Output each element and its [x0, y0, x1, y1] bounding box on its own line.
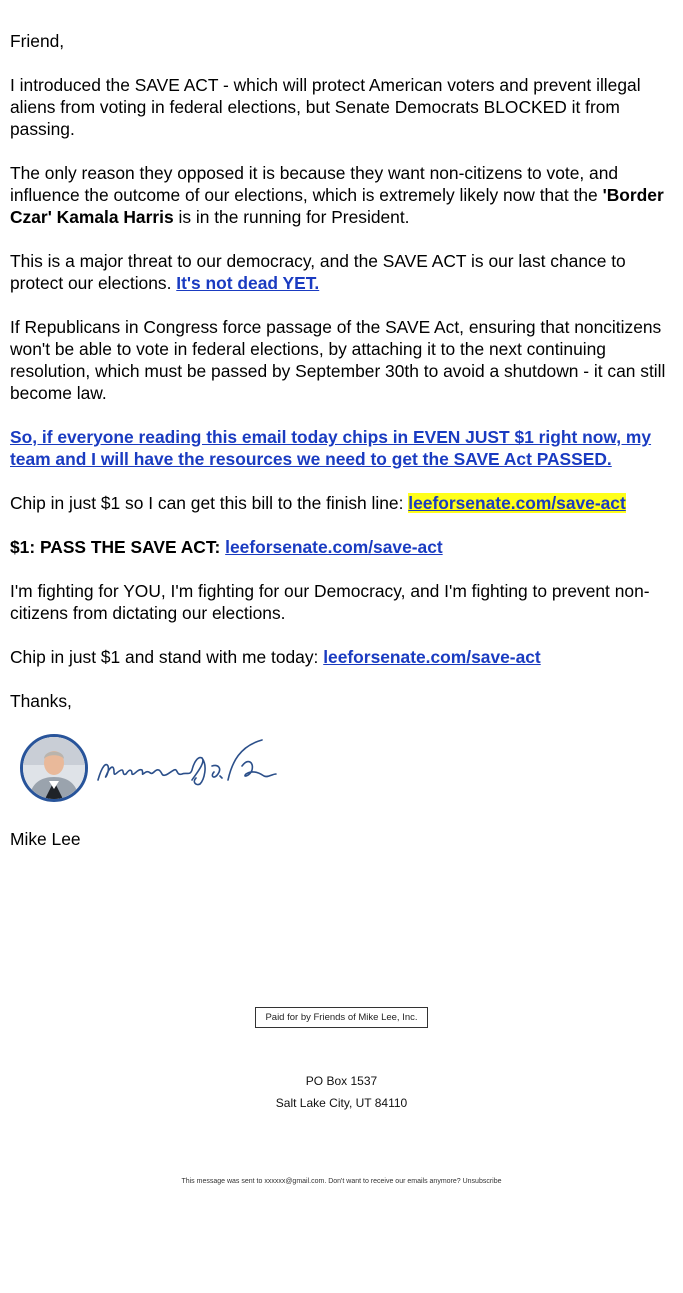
paragraph-stand-with-me [10, 646, 676, 668]
paragraph-opposition [10, 162, 676, 228]
not-dead-yet-link[interactable]: It's not dead YET. [176, 273, 320, 293]
paragraph-appeal [10, 426, 676, 470]
greeting: Friend, [10, 31, 65, 51]
paragraph-pass-act [10, 536, 676, 558]
signature-block [10, 734, 676, 804]
email-body [10, 30, 676, 872]
paid-for-disclaimer: Paid for by Friends of Mike Lee, Inc. [255, 1007, 428, 1028]
stand-with-me-text: Chip in just $1 and stand with me today: [10, 647, 324, 667]
closing: Thanks, [10, 691, 72, 711]
paragraph-fighting: I'm fighting for YOU, I'm fighting for our Democracy, and I'm fighting to prevent non-citizens from dictating our elections. [10, 581, 650, 623]
chip-in-appeal-link[interactable]: So, if everyone reading this email today chips in EVEN JUST $1 right now, my team and I will have the resources we need to get the SAVE Act PASSED. [10, 427, 652, 469]
avatar [20, 734, 88, 802]
donate-link-highlighted[interactable]: leeforsenate.com/save-act [408, 493, 626, 513]
bold-border-czar: 'Border Czar' Kamala Harris [10, 185, 664, 227]
paragraph-threat [10, 250, 676, 294]
donate-link-pass-act[interactable]: leeforsenate.com/save-act [225, 537, 443, 557]
handwritten-signature-icon [92, 736, 282, 796]
paragraph-finish-line [10, 492, 676, 514]
paragraph-republicans: If Republicans in Congress force passage of the SAVE Act, ensuring that noncitizens won't be able to vote in federal elections, by attaching it to the next continuing resolution, which must be passed by September 30th to avoid a shutdown - it can still become law. [10, 317, 666, 403]
donate-link-stand[interactable]: leeforsenate.com/save-act [323, 647, 541, 667]
person-photo-icon [23, 737, 85, 799]
paragraph-opposition-start: The only reason they opposed it is because they want non-citizens to vote, and influence the outcome of our elections, which is extremely likely now that the [10, 163, 619, 205]
pass-act-label: $1: PASS THE SAVE ACT: [10, 537, 226, 557]
address-line-2: Salt Lake City, UT 84110 [275, 1096, 408, 1110]
paragraph-intro: I introduced the SAVE ACT - which will protect American voters and prevent illegal aliens from voting in federal elections, but Senate Democrats BLOCKED it from passing. [10, 75, 641, 139]
paragraph-opposition-end: is in the running for President. [173, 207, 410, 227]
signer-name: Mike Lee [10, 829, 81, 849]
paragraph-threat-text: This is a major threat to our democracy, and the SAVE ACT is our last chance to protect our elections. [10, 251, 626, 293]
finish-line-text: Chip in just $1 so I can get this bill to the finish line: [10, 493, 409, 513]
address-line-1: PO Box 1537 [305, 1074, 378, 1088]
unsubscribe-note[interactable]: This message was sent to xxxxxx@gmail.com. Don't want to receive our emails anymore? Unsubscribe [181, 1178, 502, 1185]
